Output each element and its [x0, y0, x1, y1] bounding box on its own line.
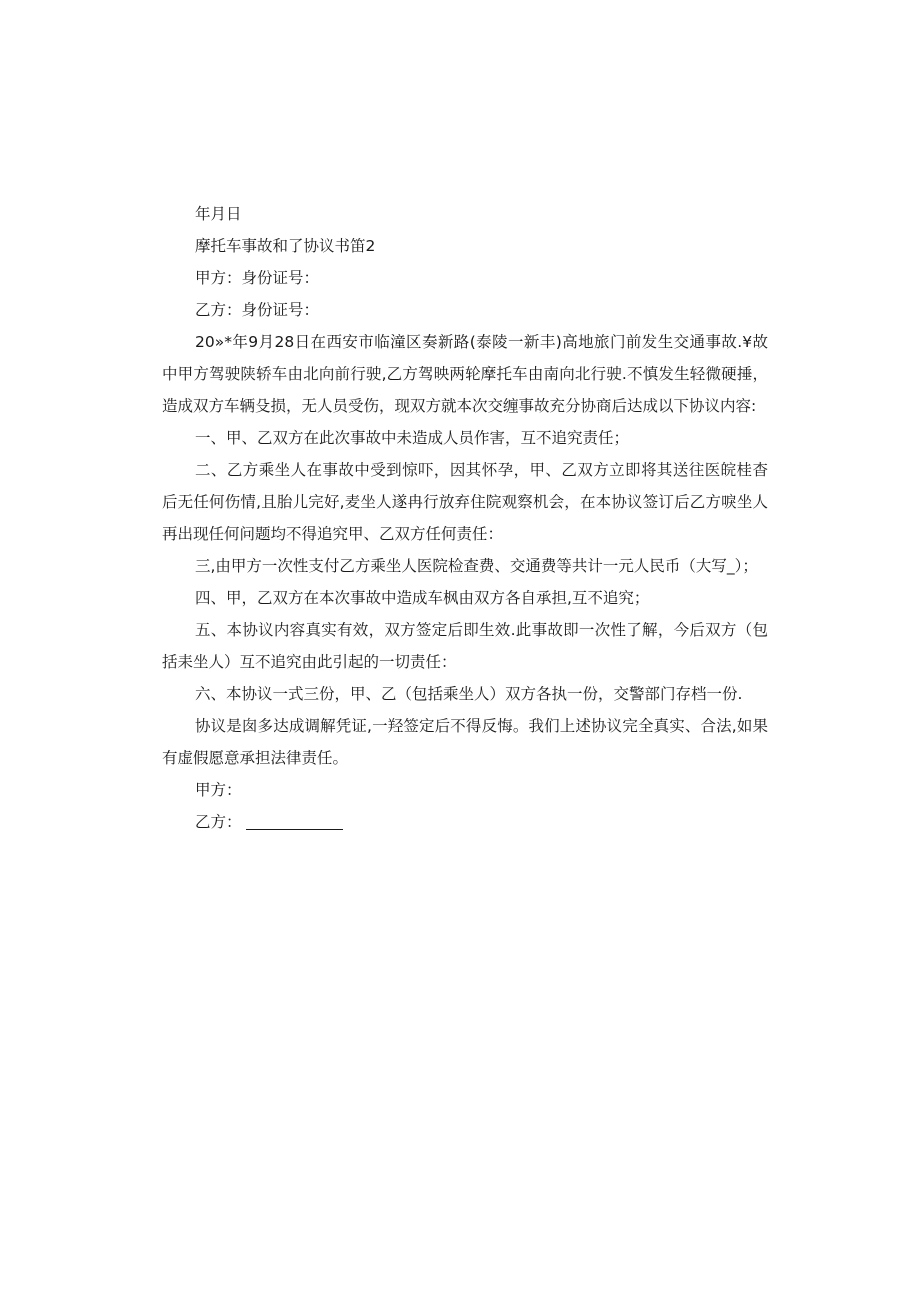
document-body: [162, 198, 768, 838]
signature-a: 甲方：: [195, 781, 242, 799]
clause-2: 二、乙方乘坐人在事故中受到惊吓，因其怀孕，甲、乙双方立即将其送往医皖桂杳后无任何伤情,且胎儿完好,麦坐人遂冉行放弃住院观察机会，在本协议签订后乙方唳坐人再出现任何问题均不得追究甲、乙双方任何责任：: [162, 461, 768, 543]
signature-b-label: 乙方：: [195, 813, 242, 831]
signature-b-blank: [246, 809, 343, 830]
clause-6: 六、本协议一式三份，甲、乙（包括乘坐人）双方各执一份，交警部门存档一份.: [195, 685, 743, 703]
intro-paragraph: 20»*年9月28日在西安市临潼区奏新路(泰陵一新丰)高地旅门前发生交通事故.¥故中甲方驾驶陕轿车由北向前行驶,乙方驾映两轮摩托车由南向北行驶.不慎发生轻微硬捶，造成双方车辆殳损，无人员受伤，现双方就本次交缠事故充分协商后达成以下协议内容:: [162, 333, 768, 415]
closing-paragraph: 协议是囱多达成调解凭证,一羟签定后不得反悔。我们上述协议完全真实、合法,如果有虚假愿意承担法律责任。: [162, 717, 768, 767]
clause-3: 三,由甲方一次性支付乙方乘坐人医院检查费、交通费等共计一元人民币（大写_）；: [195, 557, 758, 575]
date-line: 年月日: [195, 205, 242, 223]
clause-4: 四、甲，乙双方在本次事故中造成车枫由双方各自承担,互不追究；: [195, 589, 650, 607]
party-b-line: 乙方：身份证号：: [195, 301, 320, 319]
signature-b-row: [162, 806, 768, 838]
clause-1: 一、甲、乙双方在此次事故中未造成人员作害，互不追究责任；: [195, 429, 630, 447]
document-title: 摩托车事故和了协议书笛2: [195, 237, 376, 255]
clause-5: 五、本协议内容真实有效，双方签定后即生效.此事故即一次性了解，今后双方（包括耒坐人）互不追究由此引起的一切责任：: [162, 621, 768, 671]
party-a-line: 甲方：身份证号：: [195, 269, 320, 287]
